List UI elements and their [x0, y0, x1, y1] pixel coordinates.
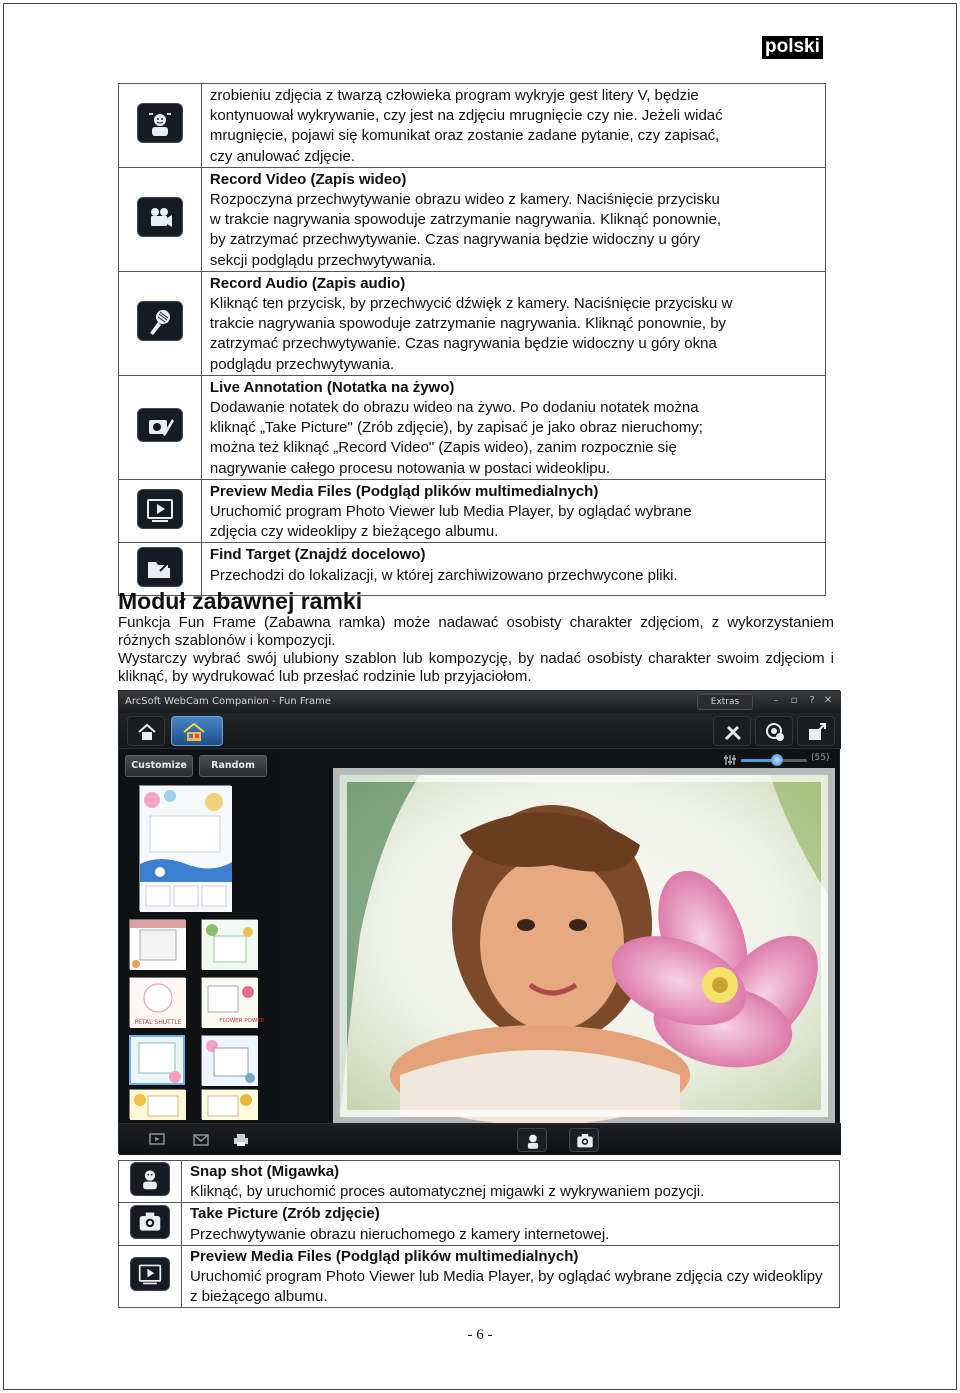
- entry-line: w trakcie nagrywania spowoduje zatrzymanie nagrywania. Kliknąć ponownie,: [209, 211, 722, 229]
- entry-line: Przechodzi do lokalizacji, w której zarchiwizowano przechwycone pliki.: [209, 566, 678, 584]
- entry-line: Rozpoczyna przechwytywanie obrazu wideo z kamery. Naciśnięcie przycisku: [209, 191, 720, 209]
- language-tag: polski: [762, 36, 823, 59]
- zoom-slider-knob[interactable]: [771, 754, 783, 766]
- entry-title: Record Audio (Zapis audio): [209, 274, 406, 292]
- entry-line: podglądu przechwytywania.: [209, 355, 395, 373]
- app-toolbar: [119, 713, 841, 749]
- entry-line: trakcie nagrywania spowoduje zatrzymanie nagrywania. Kliknąć ponownie, by: [209, 315, 727, 333]
- table-row: [119, 167, 826, 271]
- entry-line: czy anulować zdjęcie.: [209, 147, 355, 165]
- export-icon: [807, 722, 827, 742]
- snapshot-smile-icon: [137, 103, 183, 143]
- print-icon[interactable]: [233, 1133, 249, 1147]
- entry-title: Take Picture (Zrób zdjęcie): [189, 1205, 380, 1223]
- frame-thumbnail[interactable]: [129, 977, 185, 1027]
- maximize-icon[interactable]: ▫: [790, 695, 798, 706]
- feature-table-2: [118, 1160, 840, 1308]
- tools-icon: [723, 722, 743, 742]
- camera-icon: [130, 1205, 170, 1239]
- entry-line: zatrzymać przechwytywanie. Czas nagrywania będzie widoczny u góry okna: [209, 335, 717, 353]
- export-button[interactable]: [797, 716, 835, 746]
- minimize-icon[interactable]: –: [773, 695, 779, 706]
- table-row: [119, 1161, 840, 1203]
- zoom-slider-icon: [723, 753, 737, 767]
- customize-button[interactable]: Customize: [125, 755, 193, 777]
- page-number: - 6 -: [467, 1327, 493, 1343]
- live-annotation-icon: [137, 408, 183, 442]
- section-title: Moduł zabawnej ramki: [118, 588, 363, 614]
- frame-thumbnail[interactable]: [129, 919, 185, 969]
- entry-line: Uruchomić program Photo Viewer lub Media Player, by oglądać wybrane: [209, 503, 692, 521]
- fun-frame-app-window: [118, 690, 840, 1154]
- entry-line: by zatrzymać przechwytywanie. Czas nagrywania będzie widoczny u góry: [209, 231, 701, 249]
- entry-line: Dodawanie notatek do obrazu wideo na żywo. Po dodaniu notatek można: [209, 399, 699, 417]
- section-paragraph-2: Wystarczy wybrać swój ulubiony szablon lub kompozycję, by nadać osobisty charakter swoim zdjęciom i kliknąć, by wydrukować lub przesłać rodzinie lub przyjaciołom.: [118, 650, 834, 685]
- frame-thumbnail[interactable]: [201, 977, 265, 1027]
- fun-frame-preview: [339, 774, 827, 1116]
- section-paragraph-1: Funkcja Fun Frame (Zabawna ramka) może nadawać osobisty charakter zdjęciom, z wykorzystaniem różnych szablonów i kompozycji.: [118, 614, 834, 649]
- entry-line: sekcji podglądu przechwytywania.: [209, 251, 436, 269]
- zoom-value: (55): [811, 753, 830, 763]
- frame-thumbnail[interactable]: [129, 1089, 185, 1119]
- app-title: ArcSoft WebCam Companion - Fun Frame: [125, 696, 332, 707]
- entry-title: Snap shot (Migawka): [189, 1163, 340, 1180]
- close-icon[interactable]: ✕: [823, 695, 833, 706]
- template-panel: [119, 749, 275, 1123]
- fun-frame-tab[interactable]: [171, 716, 223, 746]
- entry-line: zrobieniu zdjęcia z twarzą człowieka program wykryje gest litery V, będzie: [209, 87, 699, 104]
- fun-frame-house-icon: [182, 722, 210, 742]
- extras-button[interactable]: Extras: [697, 694, 753, 710]
- help-icon[interactable]: ?: [809, 695, 815, 706]
- email-icon[interactable]: [193, 1133, 209, 1147]
- settings-tools-button[interactable]: [713, 716, 751, 746]
- entry-title: Record Video (Zapis wideo): [209, 170, 407, 188]
- entry-line: Kliknąć ten przycisk, by przechwycić dźwięk z kamery. Naciśnięcie przycisku w: [209, 295, 733, 313]
- entry-title: Find Target (Znajdź docelowo): [209, 546, 426, 564]
- snapshot-smile-icon: [130, 1162, 170, 1196]
- feature-table-1: [118, 83, 826, 596]
- table-row: [119, 479, 826, 543]
- entry-line: mrugnięcie, pojawi się komunikat oraz zostanie zadane pytanie, czy zapisać,: [209, 127, 720, 145]
- table-row: [119, 271, 826, 375]
- entry-line: nagrywanie całego procesu notowania w postaci wideoklipu.: [209, 459, 611, 477]
- preview-media-icon: [130, 1257, 170, 1291]
- table-row: [119, 375, 826, 479]
- entry-line: kliknąć „Take Picture" (Zrób zdjęcie), by zapisać je jako obraz nieruchomy;: [209, 419, 703, 437]
- thumb-label-petal: PETAL SHUTTLE: [134, 1019, 182, 1026]
- frame-thumbnail-selected[interactable]: [129, 1035, 185, 1085]
- snapshot-smile-icon: [524, 1132, 542, 1150]
- bottom-action-bar: [119, 1123, 841, 1155]
- webcam-settings-button[interactable]: [755, 716, 793, 746]
- camera-icon: [576, 1132, 594, 1150]
- entry-text: Kliknąć, by uruchomić proces automatycznej migawki z wykrywaniem pozycji.: [189, 1183, 705, 1201]
- take-picture-button[interactable]: [569, 1128, 599, 1152]
- entry-title: Live Annotation (Notatka na żywo): [209, 378, 455, 396]
- preview-media-icon: [137, 489, 183, 529]
- table-row: [119, 84, 826, 168]
- entry-line: można też kliknąć „Record Video" (Zapis wideo), zanim rozpocznie się: [209, 439, 677, 457]
- microphone-icon: [137, 301, 183, 341]
- snapshot-button[interactable]: [517, 1128, 547, 1152]
- entry-title: Preview Media Files (Podgląd plików multimedialnych): [189, 1247, 579, 1265]
- entry-text: Uruchomić program Photo Viewer lub Media Player, by oglądać wybrane zdjęcia czy wideoklipy z bieżącego albumu.: [189, 1268, 823, 1306]
- random-button[interactable]: Random: [199, 755, 267, 777]
- entry-text: Przechwytywanie obrazu nieruchomego z kamery internetowej.: [189, 1225, 610, 1243]
- frame-thumbnail[interactable]: [201, 1035, 257, 1085]
- zoom-slider-track[interactable]: [741, 759, 807, 762]
- table-row: [119, 1245, 840, 1308]
- webcam-gear-icon: [765, 722, 785, 742]
- frame-template-preview: [140, 786, 232, 912]
- framed-portrait-photo: [340, 775, 828, 1117]
- home-button[interactable]: [127, 716, 165, 746]
- video-camera-icon: [137, 197, 183, 237]
- entry-line: kontynuował wykrywanie, czy jest na zdjęciu mrugnięcie czy nie. Jeżeli widać: [209, 107, 723, 125]
- frame-thumbnail[interactable]: [201, 1089, 257, 1119]
- preview-media-icon[interactable]: [149, 1133, 165, 1147]
- selected-frame-template[interactable]: [139, 785, 231, 911]
- entry-line: zdjęcia czy wideoklipy z bieżącego albumu.: [209, 523, 499, 541]
- frame-thumbnail[interactable]: [201, 919, 257, 969]
- home-icon: [137, 722, 157, 742]
- thumb-label-flower: FLOWER POWER: [219, 1018, 265, 1024]
- table-row: [119, 1203, 840, 1245]
- entry-title: Preview Media Files (Podgląd plików multimedialnych): [209, 482, 599, 500]
- find-target-folder-icon: [137, 547, 183, 587]
- zoom-control: [719, 749, 839, 771]
